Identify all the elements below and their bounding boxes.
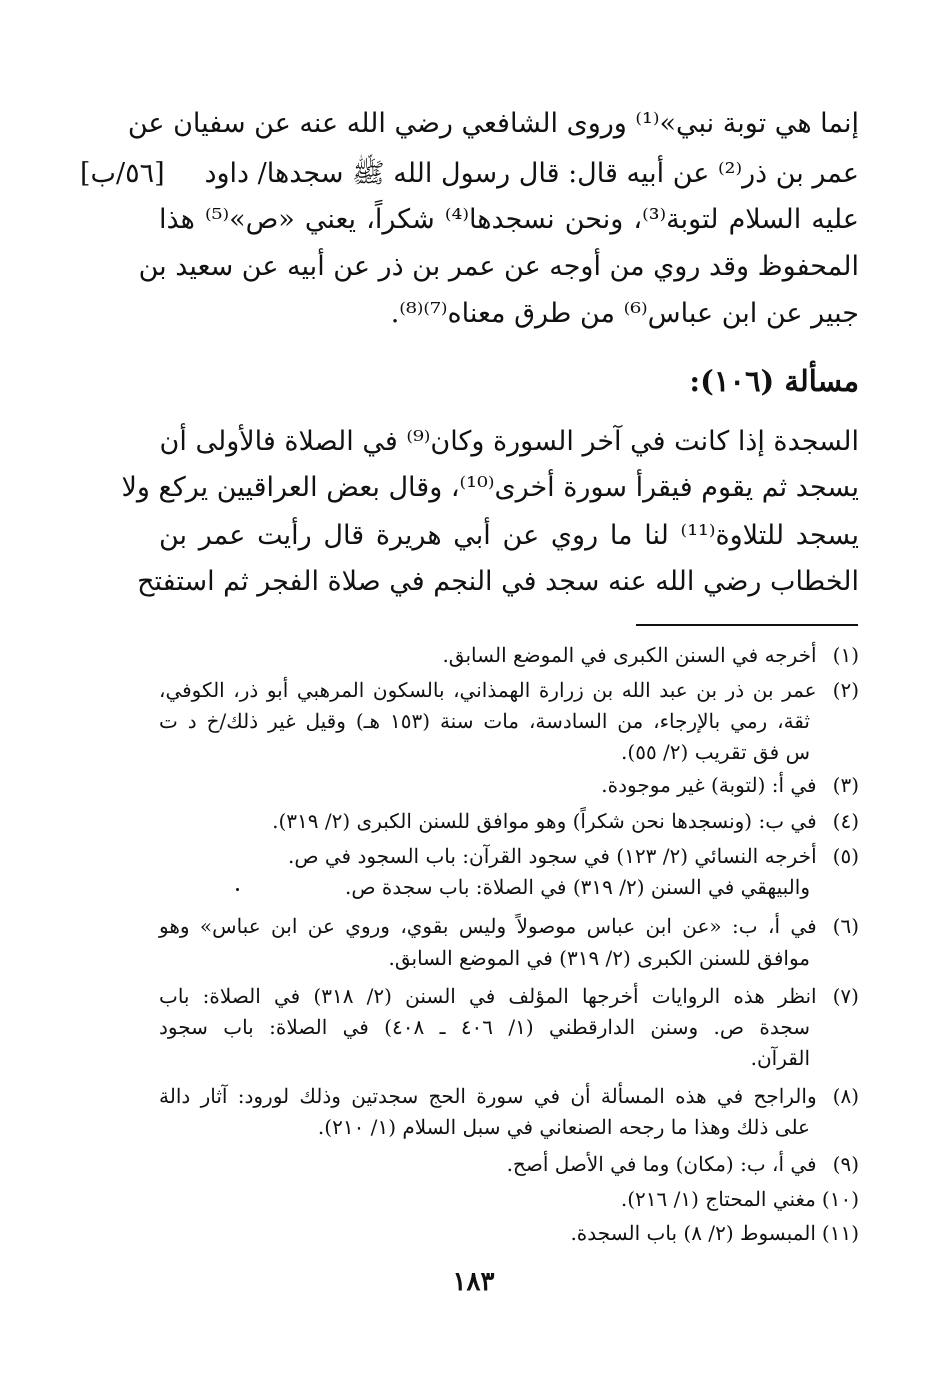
footnote-7 xyxy=(159,981,859,1012)
footnote-7-continuation: سجدة ص. وسنن الدارقطني (١/ ٤٠٦ ـ ٤٠٨) في الصلاة: باب سجود xyxy=(159,1015,810,1039)
main-text-line: يسجد للتلاوة⁽¹¹⁾ لنا ما روي عن أبي هريرة قال رأيت عمر بن xyxy=(159,520,860,551)
page-number: ١٨٣ xyxy=(452,1267,495,1297)
footnote-text: عمر بن ذر بن عبد الله بن زرارة الهمذاني، بالسكون المرهبي أبو ذر، الكوفي، xyxy=(159,678,817,702)
main-text-line: المحفوظ وقد روي من أوجه عن عمر بن ذر عن أبيه عن سعيد بن xyxy=(138,251,859,282)
main-text-line: السجدة إذا كانت في آخر السورة وكان⁽⁹⁾ في الصلاة فالأولى أن xyxy=(159,426,859,457)
footnote-separator xyxy=(636,624,858,626)
footnote-8 xyxy=(159,1081,859,1112)
main-text-line: جبير عن ابن عباس⁽⁶⁾ من طرق معناه⁽⁷⁾⁽⁸⁾. xyxy=(390,298,859,329)
footnote-number: (٧) xyxy=(832,984,859,1008)
footnote-number: (١٠) xyxy=(821,1187,859,1211)
footnote-number: (١) xyxy=(832,643,859,667)
footnote-3 xyxy=(601,770,859,801)
footnote-1 xyxy=(442,640,859,671)
main-text-line: عمر بن ذر⁽²⁾ عن أبيه قال: قال رسول الله ﷺ سجدها/ داود xyxy=(204,158,859,189)
footnote-text: في ب: (ونسجدها نحن شكراً) وهو موافق للسنن الكبرى (٢/ ٣١٩). xyxy=(272,809,817,833)
footnote-text: مغني المحتاج (١/ ٢١٦). xyxy=(620,1187,816,1211)
margin-folio-reference: [٥٦/ب] xyxy=(80,158,165,189)
footnote-4 xyxy=(272,806,859,837)
footnote-number: (٩) xyxy=(832,1152,859,1176)
main-text-line: يسجد ثم يقوم فيقرأ سورة أخرى⁽¹⁰⁾، وقال بعض العراقيين يركع ولا xyxy=(121,472,859,503)
footnote-number: (٣) xyxy=(832,773,859,797)
footnote-2-continuation: ثقة، رمي بالإرجاء، من السادسة، مات سنة (١٥٣ هـ) وقيل غير ذلك/خ د ت xyxy=(159,709,810,733)
footnote-number: (٨) xyxy=(832,1084,859,1108)
footnote-text: والراجح في هذه المسألة أن في سورة الحج سجدتين وذلك لورود: آثار دالة xyxy=(159,1084,817,1108)
footnote-8-continuation: على ذلك وهذا ما رجحه الصنعاني في سبل السلام (١/ ٢١٠). xyxy=(317,1115,810,1139)
footnote-6 xyxy=(159,911,859,942)
footnote-5-continuation: والبيهقي في السنن (٢/ ٣١٩) في الصلاة: باب سجدة ص. xyxy=(345,875,810,899)
footnote-text: أخرجه النسائي (٢/ ١٢٣) في سجود القرآن: باب السجود في ص. xyxy=(287,844,817,868)
main-text-line: إنما هي توبة نبي»⁽¹⁾ وروى الشافعي رضي الله عنه عن سفيان عن xyxy=(127,108,859,139)
footnote-text: أخرجه في السنن الكبرى في الموضع السابق. xyxy=(442,643,817,667)
footnote-number: (٦) xyxy=(832,914,859,938)
section-title: مسألة (١٠٦): xyxy=(689,364,859,398)
footnote-6-continuation: موافق للسنن الكبرى (٢/ ٣١٩) في الموضع السابق. xyxy=(388,946,810,970)
footnote-text: في أ، ب: «عن ابن عباس موصولاً وليس بقوي، وروي عن ابن عباس» وهو xyxy=(159,914,817,938)
footnote-2 xyxy=(159,675,859,706)
footnote-text: في أ، ب: (مكان) وما في الأصل أصح. xyxy=(506,1152,817,1176)
footnote-text: المبسوط (٢/ ٨) باب السجدة. xyxy=(570,1221,816,1245)
footnote-2-continuation: س فق تقريب (٢/ ٥٥). xyxy=(621,740,810,764)
print-speck xyxy=(236,888,239,891)
footnote-5 xyxy=(288,841,859,872)
footnote-number: (١١) xyxy=(821,1221,859,1245)
main-text-line: عليه السلام لتوبة⁽³⁾، ونحن نسجدها⁽⁴⁾ شكراً، يعني «ص»⁽⁵⁾ هذا xyxy=(159,204,859,235)
footnote-number: (٢) xyxy=(832,678,859,702)
footnote-number: (٥) xyxy=(832,844,859,868)
footnote-text: انظر هذه الروايات أخرجها المؤلف في السنن (٢/ ٣١٨) في الصلاة: باب xyxy=(159,984,817,1008)
footnote-9 xyxy=(507,1149,859,1180)
footnote-7-continuation: القرآن. xyxy=(750,1046,810,1070)
main-text-line: الخطاب رضي الله عنه سجد في النجم في صلاة الفجر ثم استفتح xyxy=(137,566,859,597)
footnote-10 xyxy=(621,1184,859,1215)
footnote-text: في أ: (لتوبة) غير موجودة. xyxy=(601,773,817,797)
footnote-number: (٤) xyxy=(832,809,859,833)
footnote-11 xyxy=(570,1218,859,1249)
